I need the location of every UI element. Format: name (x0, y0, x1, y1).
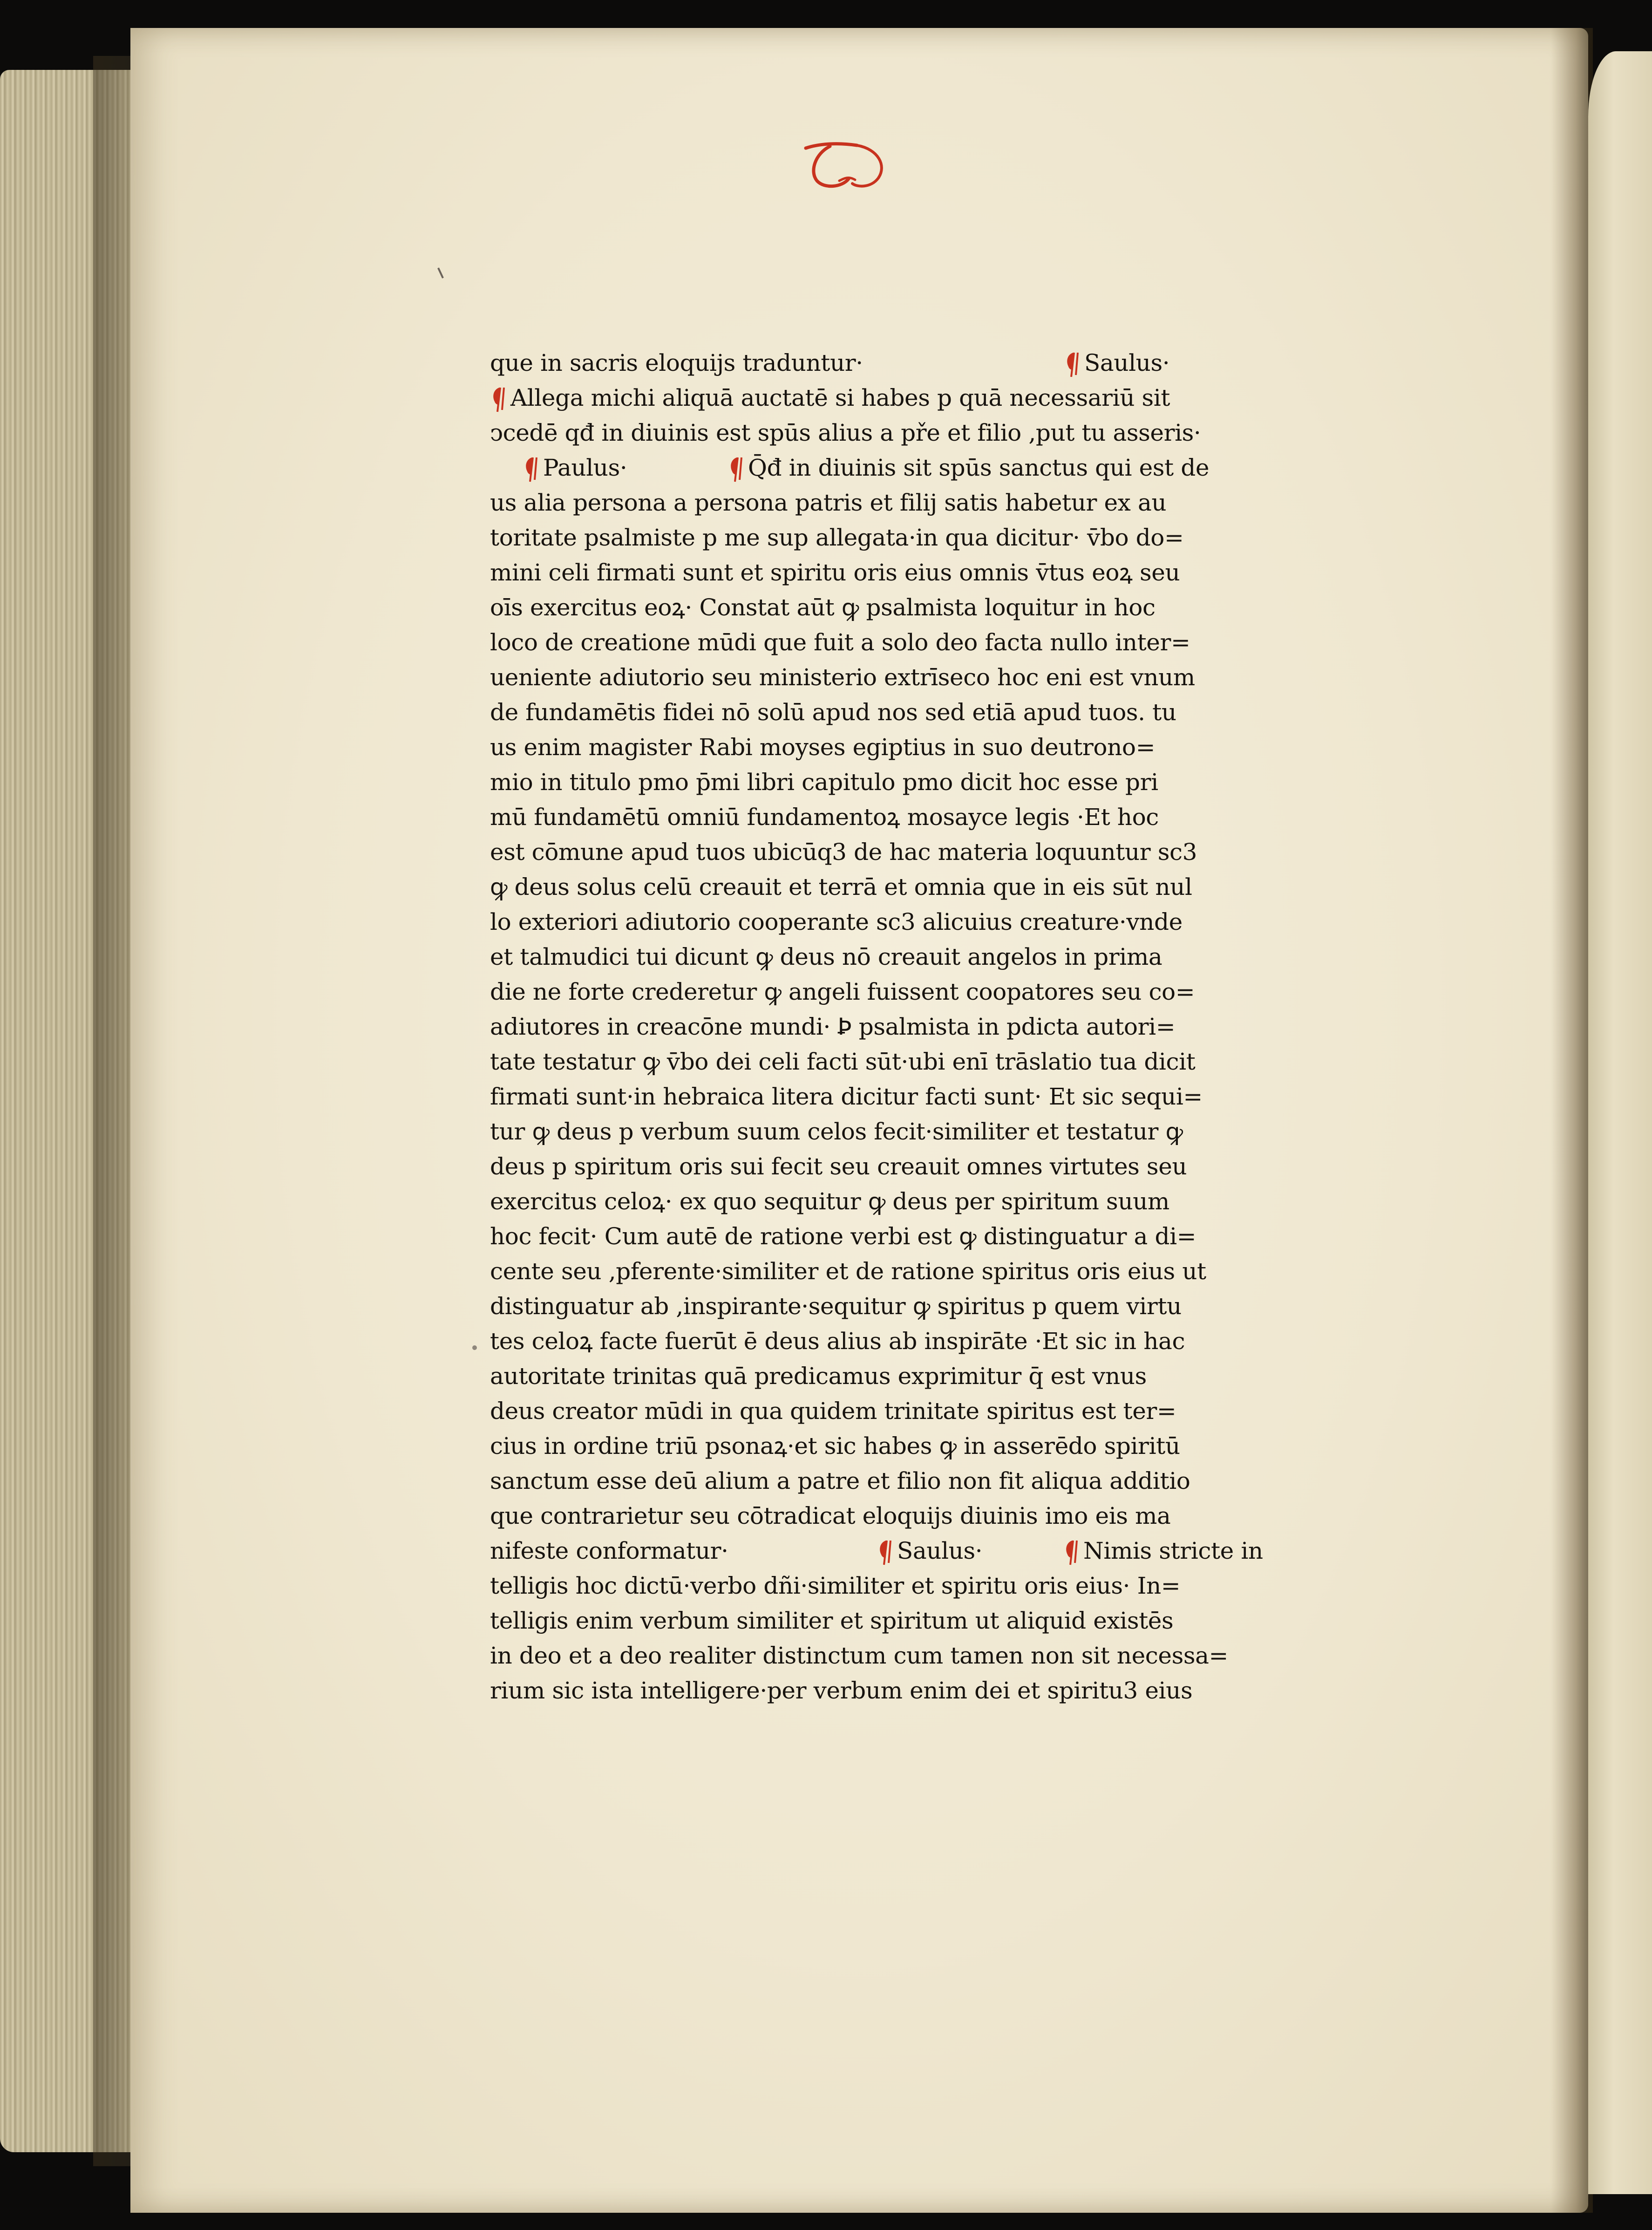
text-line (490, 1603, 1349, 1638)
text-line (490, 1009, 1349, 1044)
text-segment: adiutores in creacōne mundi· Ꝧ psalmista in pdicta autori= (490, 1013, 1176, 1040)
text-segment: Paulus· (543, 454, 627, 481)
text-segment: ueniente adiutorio seu ministerio extrīseco hoc eni est vnum (490, 664, 1195, 691)
text-segment: telligis enim verbum similiter et spiritum ut aliquid existēs (490, 1607, 1174, 1634)
text-line (490, 381, 1349, 416)
text-segment: in deo et a deo realiter distinctum cum tamen non sit necessa= (490, 1642, 1229, 1669)
text-line (490, 346, 1349, 381)
text-segment: de fundamētis fidei nō solū apud nos sed etiā apud tuos. tu (490, 699, 1176, 726)
speaker-label: Saulus· (897, 1537, 983, 1564)
text-segment: lo exteriori adiutorio cooperante sc3 alicuius creature·vnde (490, 908, 1183, 935)
text-line (490, 1149, 1349, 1184)
text-line (490, 1044, 1349, 1079)
text-line (490, 1219, 1349, 1254)
text-segment: que contrarietur seu cōtradicat eloquijs diuinis imo eis ma (490, 1502, 1171, 1529)
text-segment: deus p spiritum oris sui fecit seu creauit omnes virtutes seu (490, 1153, 1187, 1180)
text-segment: Nimis stricte in (1083, 1537, 1263, 1564)
text-line (490, 625, 1349, 660)
text-segment: toritate psalmiste p me sup allegata·in qua dicitur· v̄bo do= (490, 524, 1184, 551)
text-segment: que in sacris eloquijs traduntur· (490, 349, 863, 376)
text-segment: loco de creatione mūdi que fuit a solo deo facta nullo inter= (490, 629, 1190, 656)
text-segment: Allega michi aliquā auctatē si habes p quā necessariū sit (510, 384, 1170, 411)
text-line (490, 1359, 1349, 1394)
text-segment: mini celi firmati sunt et spiritu oris eius omnis v̄tus eoꝝ seu (490, 559, 1180, 586)
text-line (490, 1673, 1349, 1708)
text-segment: cente seu ,pferente·similiter et de ratione spiritus oris eius ut (490, 1258, 1206, 1285)
rubric-paragraph-group (1063, 1534, 1263, 1569)
text-segment: hoc fecit· Cum autē de ratione verbi est ꝙ distinguatur a di= (490, 1223, 1197, 1250)
stray-ink-speck (472, 1345, 477, 1350)
rubric-speaker-group (1064, 346, 1169, 381)
rubric-paragraph-mark-icon (1064, 351, 1080, 378)
text-segment: tate testatur ꝙ v̄bo dei celi facti sūt·ubi enī trāslatio tua dicit (490, 1048, 1196, 1075)
text-line (490, 1184, 1349, 1219)
text-line (490, 1394, 1349, 1429)
rubric-paragraph-mark-icon (1063, 1539, 1079, 1566)
text-segment: us alia persona a persona patris et filij satis habetur ex au (490, 489, 1167, 516)
text-line (490, 1499, 1349, 1534)
text-segment: nifeste conformatur· (490, 1537, 728, 1564)
text-segment: die ne forte crederetur ꝙ angeli fuissent coopatores seu co= (490, 978, 1195, 1005)
text-segment: telligis hoc dictū·verbo dñi·similiter et spiritu oris eius· In= (490, 1572, 1181, 1599)
text-line (490, 1114, 1349, 1149)
text-line (490, 1569, 1349, 1603)
text-line (490, 416, 1349, 450)
text-segment: et talmudici tui dicunt ꝙ deus nō creauit angelos in prima (490, 943, 1163, 970)
text-line (490, 905, 1349, 940)
text-line (490, 1324, 1349, 1359)
text-segment: exercitus celoꝝ· ex quo sequitur ꝙ deus per spiritum suum (490, 1188, 1169, 1215)
text-segment: deus creator mūdi in qua quidem trinitate spiritus est ter= (490, 1398, 1176, 1425)
text-line (490, 590, 1349, 625)
text-line (490, 975, 1349, 1009)
text-segment: est cōmune apud tuos ubicūq3 de hac materia loquuntur sc3 (490, 839, 1197, 866)
text-line (490, 1534, 1349, 1569)
text-segment: distinguatur ab ,inspirante·sequitur ꝙ spiritus p quem virtu (490, 1293, 1182, 1320)
text-line (490, 1638, 1349, 1673)
red-initial-ornament-icon (787, 135, 894, 196)
text-segment: sanctum esse deū alium a patre et filio non fit aliqua additio (490, 1467, 1190, 1494)
page-gutter-shadow (1551, 28, 1593, 2213)
rubric-paragraph-mark-icon (727, 456, 743, 483)
text-line (490, 1429, 1349, 1464)
speaker-label: Q̄đ in diuinis sit spūs sanctus qui est de (748, 454, 1210, 481)
facing-page-edge (1588, 51, 1652, 2194)
text-line (490, 870, 1349, 905)
rubric-paragraph-mark-icon (877, 1539, 892, 1566)
text-line (490, 1254, 1349, 1289)
rubric-paragraph-mark-icon (523, 456, 538, 483)
text-line (490, 835, 1349, 870)
text-segment: rium sic ista intelligere·per verbum enim dei et spiritu3 eius (490, 1677, 1193, 1704)
text-line (490, 1289, 1349, 1324)
rubric-speaker-group (727, 450, 1209, 485)
text-segment: tes celoꝝ facte fuerūt ē deus alius ab inspirāte ·Et sic in hac (490, 1328, 1185, 1355)
text-line (490, 520, 1349, 555)
rubric-paragraph-mark-icon (490, 386, 506, 413)
text-line (490, 730, 1349, 765)
text-line (490, 1079, 1349, 1114)
text-segment: autoritate trinitas quā predicamus exprimitur q̄ est vnus (490, 1363, 1147, 1390)
text-line (490, 765, 1349, 800)
text-line (490, 1464, 1349, 1499)
text-segment: us enim magister Rabi moyses egiptius in suo deutrono= (490, 734, 1156, 761)
text-segment: firmati sunt·in hebraica litera dicitur facti sunt· Et sic sequi= (490, 1083, 1203, 1110)
text-line (490, 485, 1349, 520)
text-segment: tur ꝙ deus p verbum suum celos fecit·similiter et testatur ꝙ (490, 1118, 1183, 1145)
text-segment: ꝙ deus solus celū creauit et terrā et omnia que in eis sūt nul (490, 873, 1192, 900)
speaker-label: Saulus· (1084, 349, 1170, 376)
text-line (490, 940, 1349, 975)
text-segment: cius in ordine triū psonaꝝ·et sic habes ꝙ in asserēdo spiritū (490, 1432, 1180, 1459)
text-segment: mio in titulo pmo p̄mi libri capitulo pmo dicit hoc esse pri (490, 769, 1158, 796)
text-segment: mū fundamētū omniū fundamentoꝝ mosayce legis ·Et hoc (490, 804, 1159, 831)
text-line (490, 555, 1349, 590)
printed-text-block (490, 346, 1349, 1708)
rubric-speaker-group (877, 1534, 982, 1569)
text-line (490, 800, 1349, 835)
text-line (490, 660, 1349, 695)
text-segment: oīs exercitus eoꝝ· Constat aūt ꝙ psalmista loquitur in hoc (490, 594, 1156, 621)
text-line (490, 450, 1349, 485)
text-segment: ↄcedē qđ in diuinis est spūs alius a pře et filio ,put tu asseris· (490, 419, 1201, 446)
text-line (490, 695, 1349, 730)
